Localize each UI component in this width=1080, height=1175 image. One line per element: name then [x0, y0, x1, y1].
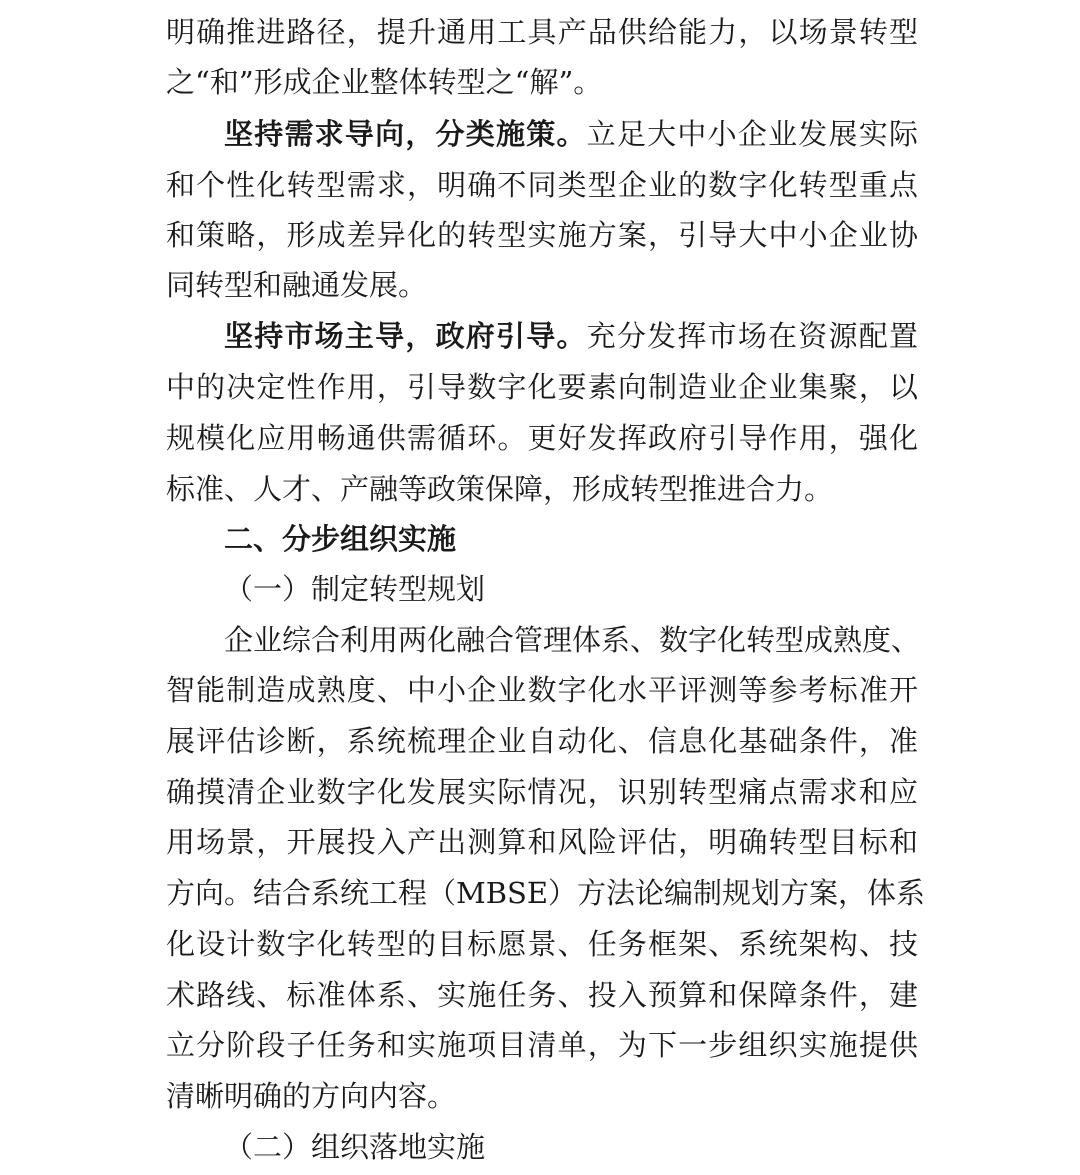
text-line: 同转型和融通发展。	[166, 268, 428, 302]
subsection-heading: （一）制定转型规划	[224, 572, 486, 606]
text-line: 化设计数字化转型的目标愿景、任务框架、系统架构、技	[166, 927, 918, 961]
paragraph-first-line	[224, 109, 918, 159]
text-line: 中的决定性作用，引导数字化要素向制造业企业集聚，以	[166, 370, 918, 404]
text-line: 立分阶段子任务和实施项目清单，为下一步组织实施提供	[166, 1028, 918, 1062]
text-line: 用场景，开展投入产出测算和风险评估，明确转型目标和	[166, 825, 918, 859]
text-line: 规模化应用畅通供需循环。更好发挥政府引导作用，强化	[166, 421, 918, 455]
paragraph-text: 立足大中小企业发展实际	[586, 117, 918, 151]
subsection-heading: （二）组织落地实施	[224, 1130, 486, 1164]
text-line: 方向。结合系统工程（MBSE）方法论编制规划方案，体系	[166, 876, 926, 910]
paragraph-text: 充分发挥市场在资源配置	[586, 319, 918, 353]
text-line: 清晰明确的方向内容。	[166, 1079, 457, 1113]
paragraph-first-line	[224, 311, 918, 361]
text-line: 和策略，形成差异化的转型实施方案，引导大中小企业协	[166, 218, 918, 252]
paragraph-lead: 坚持需求导向，分类施策。	[224, 117, 587, 151]
text-line: 明确推进路径，提升通用工具产品供给能力，以场景转型	[166, 15, 918, 49]
text-line: 展评估诊断，系统梳理企业自动化、信息化基础条件，准	[166, 724, 918, 758]
paragraph-lead: 坚持市场主导，政府引导。	[224, 319, 587, 353]
section-heading: 二、分步组织实施	[224, 522, 457, 556]
text-line: 标准、人才、产融等政策保障，形成转型推进合力。	[166, 472, 834, 506]
text-line: 之“和”形成企业整体转型之“解”。	[166, 65, 603, 99]
text-line: 术路线、标准体系、实施任务、投入预算和保障条件，建	[166, 978, 918, 1012]
text-line: 智能制造成熟度、中小企业数字化水平评测等参考标准开	[166, 673, 918, 707]
text-line: 和个性化转型需求，明确不同类型企业的数字化转型重点	[166, 168, 918, 202]
paragraph-first-line: 企业综合利用两化融合管理体系、数字化转型成熟度、	[224, 623, 921, 657]
text-line: 确摸清企业数字化发展实际情况，识别转型痛点需求和应	[166, 775, 918, 809]
